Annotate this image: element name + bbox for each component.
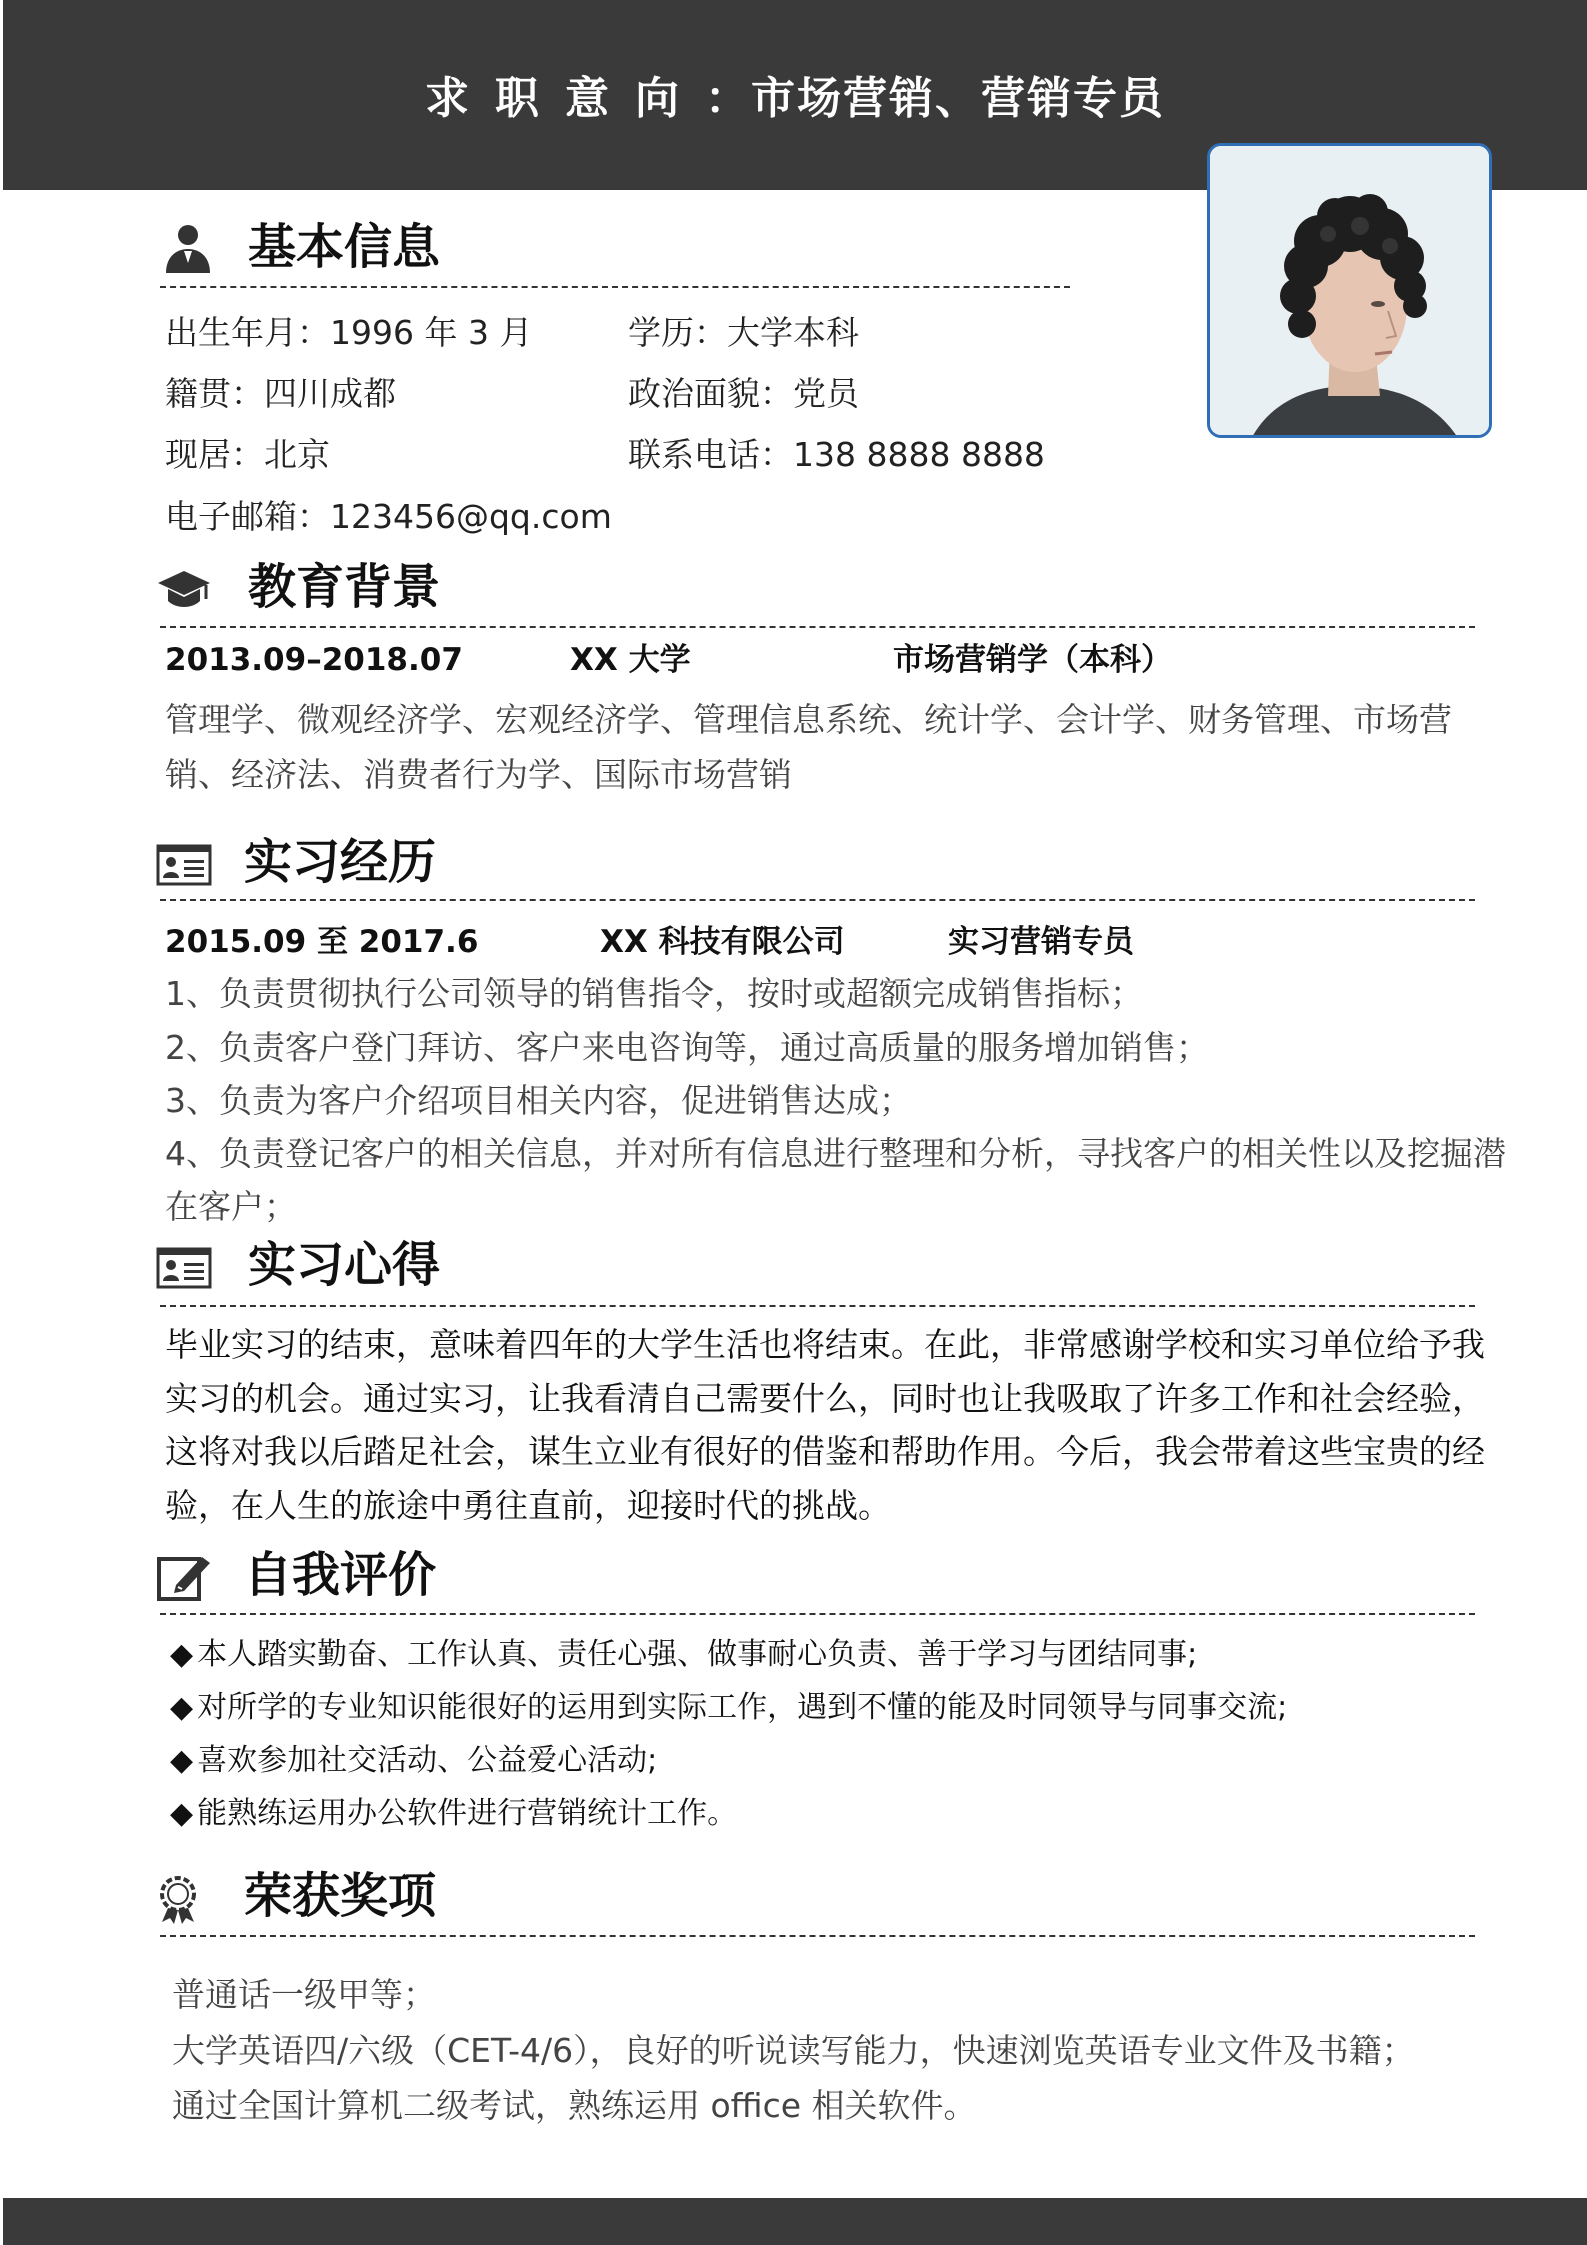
section-basic-info — [160, 215, 860, 285]
divider — [160, 286, 1070, 288]
phone: 联系电话：138 8888 8888 — [628, 435, 1045, 474]
person-icon — [160, 223, 216, 275]
section-awards — [156, 1864, 856, 1934]
section-title: 自我评价 — [244, 1547, 437, 1603]
job-intention-title: 求职意向：市场营销、营销专员 — [425, 73, 1165, 124]
section-self-evaluation — [156, 1543, 856, 1613]
political-status: 政治面貌：党员 — [628, 374, 859, 413]
profile-photo — [1207, 143, 1492, 438]
intern-company: XX 科技有限公司 — [600, 924, 845, 960]
edu-courses-line1: 管理学、微观经济学、宏观经济学、管理信息系统、统计学、会计学、财务管理、市场营 — [165, 700, 1452, 739]
reflection-line-1: 毕业实习的结束，意味着四年的大学生活也将结束。在此，非常感谢学校和实习单位给予我 — [165, 1325, 1485, 1364]
award-2: 大学英语四/六级（CET-4/6），良好的听说读写能力，快速浏览英语专业文件及书籍； — [172, 2031, 1415, 2070]
self-eval-item: ◆ 本人踏实勤奋、工作认真、责任心强、做事耐心负责、善于学习与团结同事; — [170, 1628, 1287, 1681]
section-title: 实习心得 — [248, 1237, 441, 1293]
edu-major: 市场营销学（本科） — [893, 642, 1172, 678]
email: 电子邮箱：123456@qq.com — [165, 497, 612, 536]
intern-duty-3: 3、负责为客户介绍项目相关内容，促进销售达成； — [165, 1081, 912, 1120]
divider — [160, 626, 1475, 628]
section-education — [156, 555, 856, 625]
award-medal-icon — [156, 1872, 212, 1924]
award-3: 通过全国计算机二级考试，熟练运用 office 相关软件。 — [172, 2086, 977, 2125]
reflection-line-4: 验，在人生的旅途中勇往直前，迎接时代的挑战。 — [165, 1486, 891, 1525]
section-title: 荣获奖项 — [244, 1868, 437, 1924]
edu-courses-line2: 销、经济法、消费者行为学、国际市场营销 — [165, 755, 792, 794]
self-eval-item: ◆ 对所学的专业知识能很好的运用到实际工作，遇到不懂的能及时同领导与同事交流; — [170, 1681, 1287, 1734]
edu-school: XX 大学 — [570, 642, 691, 678]
section-internship — [156, 830, 856, 900]
intern-position: 实习营销专员 — [948, 924, 1134, 960]
graduation-cap-icon — [156, 563, 212, 615]
intern-period: 2015.09 至 2017.6 — [165, 924, 479, 960]
intern-duty-1: 1、负责贯彻执行公司领导的销售指令，按时或超额完成销售指标； — [165, 974, 1143, 1013]
self-evaluation-list — [170, 1628, 1287, 1840]
birth-date: 出生年月：1996 年 3 月 — [165, 313, 533, 352]
self-eval-item: ◆ 喜欢参加社交活动、公益爱心活动; — [170, 1734, 1287, 1787]
divider — [160, 899, 1475, 901]
section-title: 教育背景 — [248, 559, 441, 615]
section-title: 实习经历 — [244, 834, 437, 890]
reflection-line-2: 实习的机会。通过实习，让我看清自己需要什么，同时也让我吸取了许多工作和社会经验， — [165, 1379, 1485, 1418]
divider — [160, 1613, 1475, 1615]
reflection-line-3: 这将对我以后踏足社会，谋生立业有很好的借鉴和帮助作用。今后，我会带着这些宝贵的经 — [165, 1432, 1485, 1471]
intern-duty-2: 2、负责客户登门拜访、客户来电咨询等，通过高质量的服务增加销售； — [165, 1028, 1209, 1067]
education-level: 学历：大学本科 — [628, 313, 859, 352]
edu-period: 2013.09–2018.07 — [165, 642, 463, 678]
intern-duty-4: 4、负责登记客户的相关信息，并对所有信息进行整理和分析，寻找客户的相关性以及挖掘潜 — [165, 1134, 1506, 1173]
self-eval-item: ◆ 能熟练运用办公软件进行营销统计工作。 — [170, 1787, 1287, 1840]
award-1: 普通话一级甲等； — [172, 1975, 436, 2014]
footer-bar — [3, 2198, 1587, 2245]
section-title: 基本信息 — [248, 219, 441, 275]
divider — [160, 1935, 1475, 1937]
intern-duty-5: 在客户； — [165, 1187, 297, 1226]
residence: 现居：北京 — [165, 435, 330, 474]
id-card-icon — [156, 838, 212, 890]
divider — [160, 1305, 1475, 1307]
edit-icon — [156, 1551, 212, 1603]
section-reflection — [156, 1233, 856, 1303]
hometown: 籍贯：四川成都 — [165, 374, 396, 413]
id-card-icon — [156, 1241, 212, 1293]
